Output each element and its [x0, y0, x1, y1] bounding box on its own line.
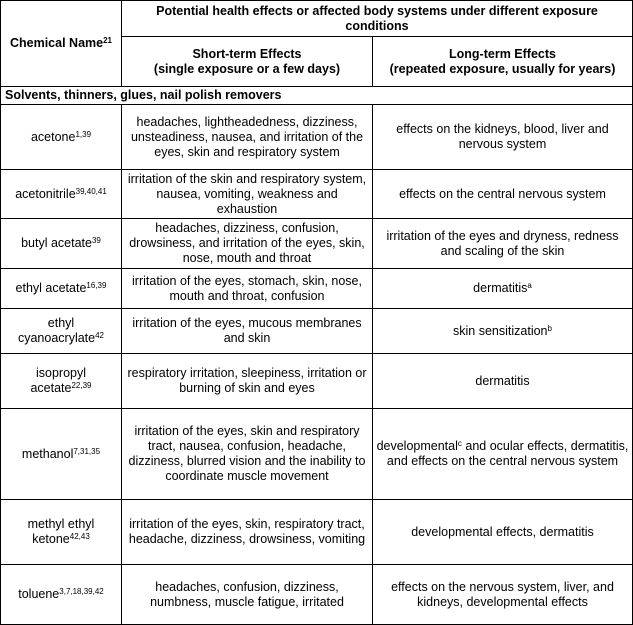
table-row [1, 565, 633, 625]
header-row-1 [1, 1, 633, 37]
long-term-cell: skin sensitization$^b$ [373, 309, 633, 354]
short-term-cell: irritation of the eyes, skin and respiratory tract, nausea, confusion, headache, dizziness, blurred vision and the inability to coordinate muscle movement [122, 409, 373, 500]
long-term-header: Long-term Effects (repeated exposure, usually for years) [373, 37, 633, 87]
short-term-header: Short-term Effects (single exposure or a few days) [122, 37, 373, 87]
chemical-name-cell: toluene$^{3,7,18,39,42}$ [1, 565, 122, 625]
long-term-cell: effects on the kidneys, blood, liver and nervous system [373, 105, 633, 170]
short-term-cell: headaches, dizziness, confusion, drowsiness, and irritation of the eyes, skin, nose, mouth and throat [122, 219, 373, 269]
short-term-cell: irritation of the eyes, stomach, skin, nose, mouth and throat, confusion [122, 269, 373, 309]
short-term-cell: irritation of the eyes, mucous membranes and skin [122, 309, 373, 354]
short-term-cell: irritation of the skin and respiratory system, nausea, vomiting, weakness and exhaustion [122, 170, 373, 219]
section-row [1, 87, 633, 105]
chemical-name-cell: isopropyl acetate$^{22,39}$ [1, 354, 122, 409]
long-term-cell: irritation of the eyes and dryness, redness and scaling of the skin [373, 219, 633, 269]
chemical-name-header: Chemical Name$^{21}$ [1, 1, 122, 87]
chemical-name-cell: acetonitrile$^{39,40,41}$ [1, 170, 122, 219]
short-term-cell: headaches, lightheadedness, dizziness, unsteadiness, nausea, and irritation of the eyes, skin and respiratory system [122, 105, 373, 170]
short-term-cell: headaches, confusion, dizziness, numbness, muscle fatigue, irritated [122, 565, 373, 625]
long-term-cell: developmental$^c$ and ocular effects, dermatitis, and effects on the central nervous system [373, 409, 633, 500]
short-term-cell: irritation of the eyes, skin, respiratory tract, headache, dizziness, drowsiness, vomiting [122, 500, 373, 565]
potential-effects-header: Potential health effects or affected body systems under different exposure conditions [122, 1, 633, 37]
long-term-cell: effects on the central nervous system [373, 170, 633, 219]
long-term-cell: dermatitis [373, 354, 633, 409]
chemical-name-cell: acetone$^{1,39}$ [1, 105, 122, 170]
chemical-name-cell: ethyl cyanoacrylate$^{42}$ [1, 309, 122, 354]
table-row [1, 170, 633, 219]
table-row [1, 309, 633, 354]
long-term-cell: dermatitis$^a$ [373, 269, 633, 309]
long-term-cell: effects on the nervous system, liver, and kidneys, developmental effects [373, 565, 633, 625]
table-row [1, 219, 633, 269]
table-row [1, 269, 633, 309]
short-term-cell: respiratory irritation, sleepiness, irritation or burning of skin and eyes [122, 354, 373, 409]
section-title: Solvents, thinners, glues, nail polish removers [1, 87, 633, 105]
table-row [1, 409, 633, 500]
chemical-name-cell: butyl acetate$^{39}$ [1, 219, 122, 269]
chemical-name-cell: ethyl acetate$^{16,39}$ [1, 269, 122, 309]
chemical-name-cell: methanol$^{7,31,35}$ [1, 409, 122, 500]
chemical-name-cell: methyl ethyl ketone$^{42,43}$ [1, 500, 122, 565]
long-term-cell: developmental effects, dermatitis [373, 500, 633, 565]
table-row [1, 105, 633, 170]
table-row [1, 500, 633, 565]
table-row [1, 354, 633, 409]
